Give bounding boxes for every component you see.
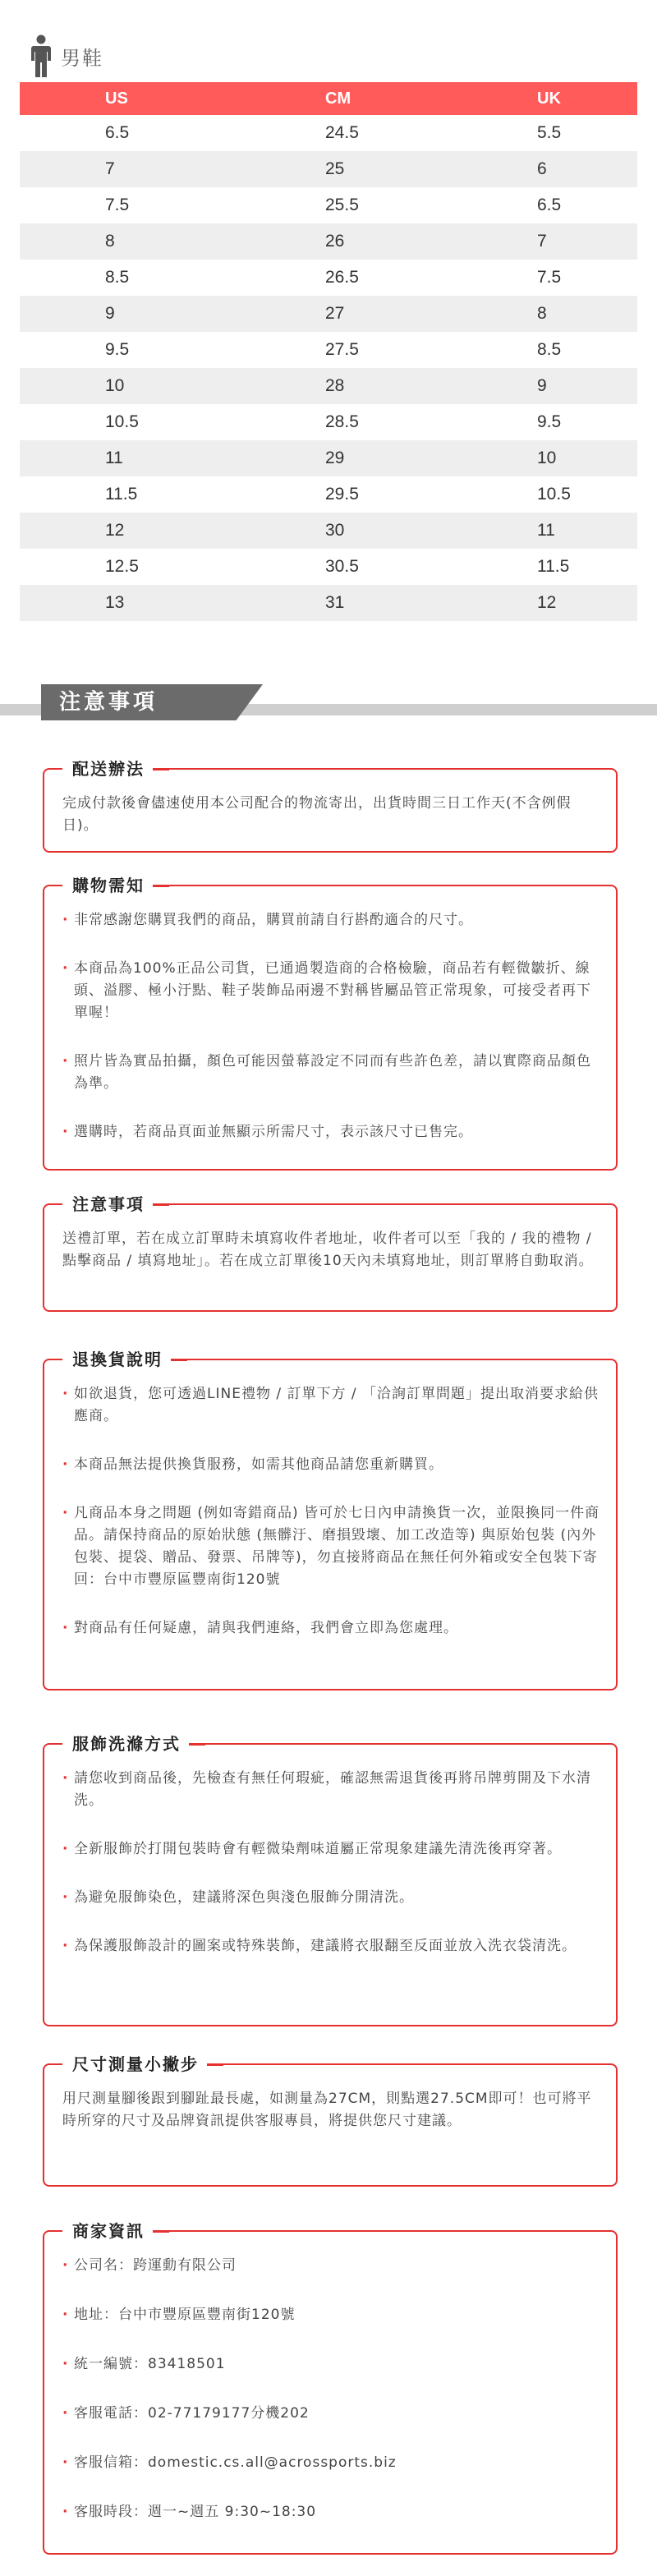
us-size-cell: 12.5 xyxy=(20,549,217,585)
column-header-cm: CM xyxy=(217,82,424,115)
uk-size-cell: 6.5 xyxy=(424,187,637,223)
uk-size-cell: 11 xyxy=(424,513,637,549)
column-header-us: US xyxy=(20,82,217,115)
us-size-cell: 7.5 xyxy=(20,187,217,223)
size-chart-title: 男鞋 xyxy=(61,46,103,70)
notice-section xyxy=(43,1194,618,1312)
us-size-cell: 11 xyxy=(20,440,217,476)
returns-section xyxy=(43,1350,618,1690)
uk-size-cell: 8.5 xyxy=(424,332,637,368)
us-size-cell: 6.5 xyxy=(20,115,217,151)
purchase-item: · 照片皆為實品拍攝，顏色可能因螢幕設定不同而有些許色差，請以實際商品顏色為準。 xyxy=(74,1051,603,1095)
cm-size-cell: 29 xyxy=(217,440,424,476)
notice-text: 送禮訂單，若在成立訂單時未填寫收件者地址，收件者可以至「我的 / 我的禮物 / 點擊商品 / 填寫地址」。若在成立訂單後10天內未填寫地址，則訂單將自動取消。 xyxy=(62,1230,594,1269)
us-size-cell: 9 xyxy=(20,296,217,332)
size-row xyxy=(20,332,637,368)
size-row xyxy=(20,585,637,621)
washing-item: · 請您收到商品後，先檢查有無任何瑕疵，確認無需退貨後再將吊牌剪開及下水清洗。 xyxy=(74,1768,603,1812)
us-size-cell: 7 xyxy=(20,151,217,187)
washing-item: · 為避免服飾染色，建議將深色與淺色服飾分開清洗。 xyxy=(74,1887,603,1909)
company-phone: · 客服電話：02-77179177分機202 xyxy=(74,2403,603,2425)
size-table xyxy=(20,82,637,621)
cm-size-cell: 30 xyxy=(217,513,424,549)
us-size-cell: 8 xyxy=(20,223,217,260)
cm-size-cell: 31 xyxy=(217,585,424,621)
uk-size-cell: 6 xyxy=(424,151,637,187)
shipping-text: 完成付款後會儘速使用本公司配合的物流寄出，出貨時間三日工作天(不含例假日)。 xyxy=(62,795,572,834)
size-row xyxy=(20,223,637,260)
uk-size-cell: 12 xyxy=(424,585,637,621)
purchase-item: · 本商品為100%正品公司貨，已通過製造商的合格檢驗，商品若有輕微皺折、線頭、溢膠、極小汙點、鞋子裝飾品兩邊不對稱皆屬品管正常現象，可接受者再下單喔！ xyxy=(74,958,603,1024)
us-size-cell: 12 xyxy=(20,513,217,549)
cm-size-cell: 25.5 xyxy=(217,187,424,223)
purchase-item: · 選購時，若商品頁面並無顯示所需尺寸，表示該尺寸已售完。 xyxy=(74,1121,603,1143)
washing-title: 服飾洗滌方式 xyxy=(62,1733,189,1755)
purchase-item: · 非常感謝您購買我們的商品，購買前請自行斟酌適合的尺寸。 xyxy=(74,909,603,932)
man-icon xyxy=(30,34,53,77)
column-header-uk: UK xyxy=(424,82,637,115)
size-row xyxy=(20,151,637,187)
us-size-cell: 10 xyxy=(20,368,217,404)
measure-title: 尺寸測量小撇步 xyxy=(62,2054,207,2075)
purchase-section xyxy=(43,876,618,1171)
size-row xyxy=(20,440,637,476)
size-row xyxy=(20,549,637,585)
uk-size-cell: 11.5 xyxy=(424,549,637,585)
cm-size-cell: 26.5 xyxy=(217,260,424,296)
cm-size-cell: 26 xyxy=(217,223,424,260)
company-name: · 公司名：跨運動有限公司 xyxy=(74,2255,603,2277)
uk-size-cell: 7.5 xyxy=(424,260,637,296)
shipping-title: 配送辦法 xyxy=(62,758,153,780)
us-size-cell: 9.5 xyxy=(20,332,217,368)
cm-size-cell: 30.5 xyxy=(217,549,424,585)
size-row xyxy=(20,115,637,151)
us-size-cell: 10.5 xyxy=(20,404,217,440)
size-table-header-row xyxy=(20,82,637,115)
size-chart-header xyxy=(30,34,103,77)
cm-size-cell: 27 xyxy=(217,296,424,332)
company-tax-id: · 統一編號：83418501 xyxy=(74,2353,603,2376)
cm-size-cell: 25 xyxy=(217,151,424,187)
uk-size-cell: 10.5 xyxy=(424,476,637,513)
returns-title: 退換貨說明 xyxy=(62,1349,171,1370)
cm-size-cell: 29.5 xyxy=(217,476,424,513)
size-row xyxy=(20,404,637,440)
cm-size-cell: 27.5 xyxy=(217,332,424,368)
size-row xyxy=(20,476,637,513)
cm-size-cell: 28 xyxy=(217,368,424,404)
size-row xyxy=(20,260,637,296)
notes-banner xyxy=(0,684,657,720)
company-section xyxy=(43,2221,618,2555)
us-size-cell: 11.5 xyxy=(20,476,217,513)
notice-title: 注意事項 xyxy=(62,1194,153,1215)
washing-item: · 全新服飾於打開包裝時會有輕微染劑味道屬正常現象建議先清洗後再穿著。 xyxy=(74,1838,603,1861)
washing-item: · 為保護服飾設計的圖案或特殊裝飾，建議將衣服翻至反面並放入洗衣袋清洗。 xyxy=(74,1935,603,1957)
company-hours: · 客服時段：週一~週五 9:30~18:30 xyxy=(74,2501,603,2523)
us-size-cell: 8.5 xyxy=(20,260,217,296)
uk-size-cell: 5.5 xyxy=(424,115,637,151)
purchase-title: 購物需知 xyxy=(62,875,153,896)
cm-size-cell: 24.5 xyxy=(217,115,424,151)
uk-size-cell: 10 xyxy=(424,440,637,476)
uk-size-cell: 9 xyxy=(424,368,637,404)
size-row xyxy=(20,296,637,332)
cm-size-cell: 28.5 xyxy=(217,404,424,440)
returns-item: · 本商品無法提供換貨服務，如需其他商品請您重新購買。 xyxy=(74,1454,603,1476)
company-address: · 地址：台中市豐原區豐南街120號 xyxy=(74,2304,603,2326)
size-row xyxy=(20,187,637,223)
uk-size-cell: 9.5 xyxy=(424,404,637,440)
measure-text: 用尺測量腳後跟到腳趾最長處，如測量為27CM，則點選27.5CM即可！也可將平時所穿的尺寸及品牌資訊提供客服專員，將提供您尺寸建議。 xyxy=(62,2091,592,2129)
returns-item: · 如欲退貨，您可透過LINE禮物 / 訂單下方 / 「洽詢訂單問題」提出取消要求給供應商。 xyxy=(74,1383,603,1428)
returns-item: · 對商品有任何疑慮，請與我們連絡，我們會立即為您處理。 xyxy=(74,1617,603,1640)
company-email: · 客服信箱：domestic.cs.all@acrossports.biz xyxy=(74,2452,603,2474)
uk-size-cell: 7 xyxy=(424,223,637,260)
banner-label: 注意事項 xyxy=(59,690,159,715)
uk-size-cell: 8 xyxy=(424,296,637,332)
shipping-section xyxy=(43,759,618,853)
company-title: 商家資訊 xyxy=(62,2220,153,2242)
measure-section xyxy=(43,2054,618,2187)
size-row xyxy=(20,513,637,549)
washing-section xyxy=(43,1734,618,2026)
us-size-cell: 13 xyxy=(20,585,217,621)
returns-item: · 凡商品本身之問題 (例如寄錯商品) 皆可於七日內申請換貨一次，並限換同一件商品。請保持商品的原始狀態 (無髒汙、磨損毀壞、加工改造等) 與原始包裝 (內外包裝、提袋、贈品、發票、吊牌等)，勿直接將商品在無任何外箱或安全包裝下寄回：台中市豐原區豐南街120號 xyxy=(74,1502,603,1591)
size-row xyxy=(20,368,637,404)
